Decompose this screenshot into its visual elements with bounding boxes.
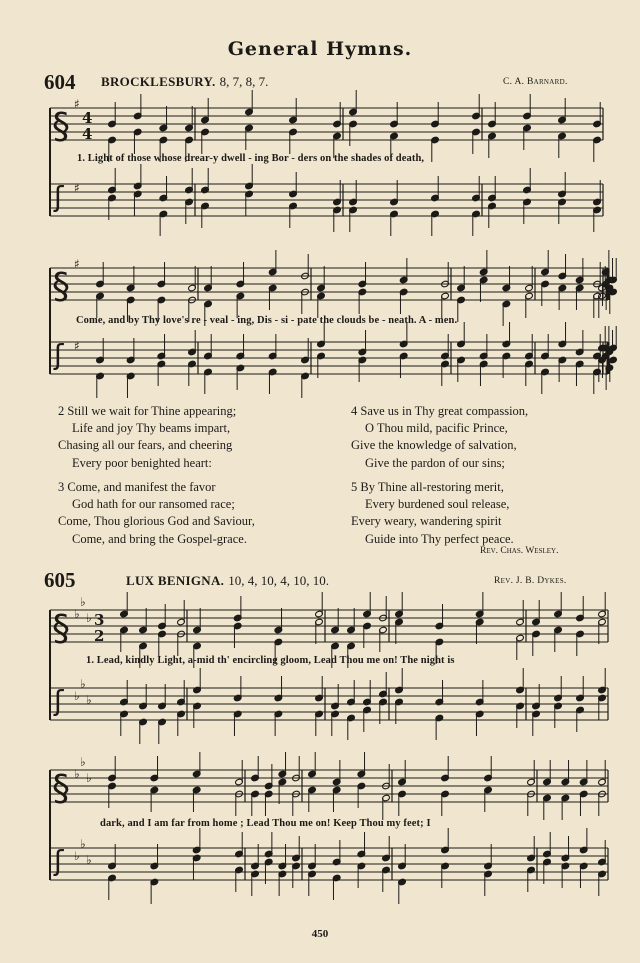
verse-line: Every weary, wandering spirit: [351, 514, 502, 529]
verse-line: Every burdened soul release,: [365, 497, 510, 512]
hymn-number-605: 605: [44, 568, 76, 592]
sharp-icon: ♯: [74, 257, 80, 271]
flat-icon: ♭: [74, 689, 80, 703]
flat-icon: ♭: [86, 693, 92, 707]
section-title: General Hymns.: [227, 38, 413, 60]
hymn-604-lyric-line-1: 1. Light of those whose drear-y dwell - ing Bor - ders on the shades of death,: [77, 153, 425, 164]
treble-clef-icon: §: [52, 768, 70, 809]
verse-line: Every poor benighted heart:: [72, 455, 212, 470]
page-number: 450: [311, 928, 329, 940]
flat-icon: ♭: [80, 755, 86, 769]
hymn-604-verse-2: [58, 403, 236, 472]
flat-icon: ♭: [86, 771, 92, 785]
verse-line: 2 Still we wait for Thine appearing;: [58, 404, 237, 418]
verse-line: 5 By Thine all-restoring merit,: [351, 480, 504, 494]
verse-line: Chasing all our fears, and cheering: [58, 438, 233, 453]
verse-line: Guide into Thy perfect peace.: [365, 531, 514, 546]
hymn-number-604: 604: [44, 70, 76, 94]
hymn-604-composer: C. A. Barnard.: [503, 77, 568, 87]
hymn-605-lyric-line-1: 1. Lead, kindly Light, a-mid th' encircling gloom, Lead Thou me on! The night is: [86, 655, 455, 666]
bass-clef-icon: ʃ: [54, 684, 64, 717]
flat-icon: ♭: [74, 607, 80, 621]
flat-icon: ♭: [80, 677, 86, 691]
bass-clef-icon: ʃ: [54, 844, 64, 877]
flat-icon: ♭: [74, 849, 80, 863]
treble-clef-icon: §: [52, 608, 70, 649]
verse-line: 4 Save us in Thy great compassion,: [351, 404, 529, 418]
hymn-604-verse-3: [58, 479, 255, 548]
hymn-604-author: Rev. Chas. Wesley.: [480, 546, 559, 556]
verse-line: Life and joy Thy beams impart,: [72, 421, 231, 436]
treble-clef-icon: §: [52, 266, 70, 307]
time-signature-denominator: 4: [82, 125, 93, 143]
meter: 8, 7, 8, 7.: [219, 74, 269, 89]
flat-icon: ♭: [80, 837, 86, 851]
bass-clef-icon: ʃ: [54, 338, 64, 371]
verse-line: God hath for our ransomed race;: [72, 497, 235, 512]
hymn-605-composer: Rev. J. B. Dykes.: [494, 576, 567, 586]
tune-name: BROCKLESBURY.: [101, 74, 216, 89]
flat-icon: ♭: [86, 611, 92, 625]
time-signature-numerator: 4: [82, 109, 93, 127]
time-signature-numerator: 3: [94, 611, 105, 629]
verse-line: Give the pardon of our sins;: [365, 455, 505, 470]
treble-clef-icon: §: [52, 106, 70, 147]
sharp-icon: ♯: [74, 339, 80, 353]
hymn-605-lyric-line-2: dark, and I am far from home ; Lead Thou me on! Keep Thou my feet; I: [100, 818, 431, 829]
hymn-605-tune-name: [126, 573, 329, 589]
flat-icon: ♭: [80, 595, 86, 609]
verse-line: Come, Thou glorious God and Saviour,: [58, 514, 255, 529]
verse-line: Come, and bring the Gospel-grace.: [72, 531, 247, 546]
meter: 10, 4, 10, 4, 10, 10.: [228, 573, 329, 588]
sharp-icon: ♯: [74, 181, 80, 195]
time-signature-denominator: 2: [94, 627, 105, 645]
verse-line: 3 Come, and manifest the favor: [58, 480, 216, 494]
hymn-604-verse-4: [351, 403, 528, 472]
hymn-604-lyric-line-2: Come, and by Thy love's re - veal - ing, Dis - si - pate the clouds be - neath. A - men.: [76, 315, 458, 326]
flat-icon: ♭: [86, 853, 92, 867]
hymn-604-verse-5: [351, 479, 514, 548]
bass-clef-icon: ʃ: [54, 180, 64, 213]
verse-line: Give the knowledge of salvation,: [351, 438, 517, 453]
verse-line: O Thou mild, pacific Prince,: [365, 421, 508, 436]
tune-name: LUX BENIGNA.: [126, 573, 225, 588]
flat-icon: ♭: [74, 767, 80, 781]
sharp-icon: ♯: [74, 97, 80, 111]
